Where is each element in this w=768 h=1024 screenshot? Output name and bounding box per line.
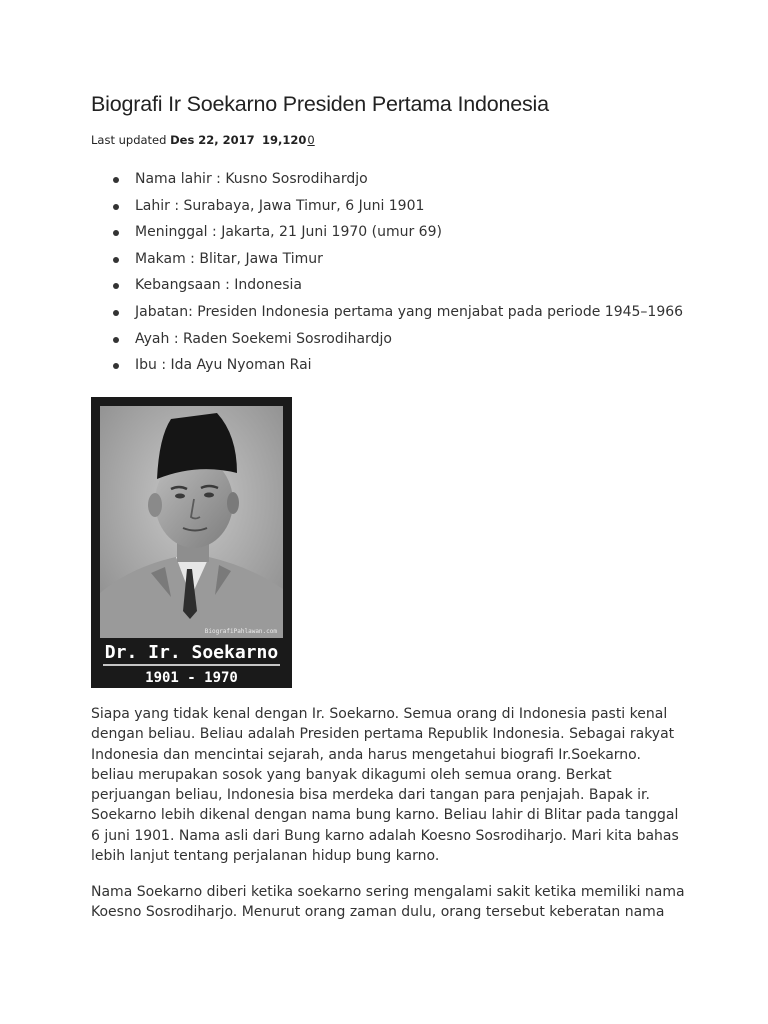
- article-title: Biografi Ir Soekarno Presiden Pertama Indonesia: [91, 92, 549, 116]
- fact-text: Lahir : Surabaya, Jawa Timur, 6 Juni 1901: [135, 197, 425, 214]
- fact-item: [91, 328, 683, 355]
- fact-item: [91, 301, 683, 328]
- bullet-icon: [113, 177, 119, 183]
- bullet-icon: [113, 204, 119, 210]
- article-meta: [91, 133, 315, 147]
- fact-text: Nama lahir : Kusno Sosrodihardjo: [135, 171, 368, 187]
- portrait-image: [91, 397, 292, 688]
- fact-item: [91, 195, 683, 222]
- fact-list: [91, 168, 683, 381]
- bullet-icon: [113, 337, 119, 343]
- updated-label: Last updated: [91, 133, 167, 147]
- fact-item: [91, 168, 683, 195]
- fact-item: [91, 248, 683, 275]
- bullet-icon: [113, 257, 119, 263]
- fact-text: Ayah : Raden Soekemi Sosrodihardjo: [135, 330, 392, 347]
- fact-text: Kebangsaan : Indonesia: [135, 277, 302, 294]
- fact-text: Meninggal : Jakarta, 21 Juni 1970 (umur 69): [135, 224, 442, 241]
- fact-text: Makam : Blitar, Jawa Timur: [135, 250, 323, 267]
- portrait-caption-name: Dr. Ir. Soekarno: [104, 642, 279, 663]
- fact-text: Ibu : Ida Ayu Nyoman Rai: [135, 357, 312, 374]
- bullet-icon: [113, 310, 119, 316]
- body-paragraph: Nama Soekarno diberi ketika soekarno sering mengalami sakit ketika memiliki nama Koesno Sosrodiharjo. Menurut orang zaman dulu, orang tersebut keberatan nama: [91, 884, 685, 921]
- portrait-caption-years: 1901 - 1970: [145, 670, 238, 686]
- bullet-icon: [113, 283, 119, 289]
- view-count: 19,120: [261, 133, 307, 147]
- photo-watermark: BiografiPahlawan.com: [204, 628, 277, 635]
- fact-item: [91, 274, 683, 301]
- bullet-icon: [113, 230, 119, 236]
- bullet-icon: [113, 363, 119, 369]
- updated-date: Des 22, 2017: [170, 133, 255, 147]
- body-paragraph: Siapa yang tidak kenal dengan Ir. Soekarno. Semua orang di Indonesia pasti kenal dengan beliau. Beliau adalah Presiden pertama Republik Indonesia. Sebagai rakyat Indonesia dan mencintai sejarah, anda harus mengetahui biografi Ir.Soekarno. beliau merupakan sosok yang banyak dikagumi oleh semua orang. Berkat perjuangan beliau, Indonesia bisa merdeka dari tangan para penjajah. Bapak ir. Soekarno lebih dikenal dengan nama bung karno. Beliau lahir di Blitar pada tanggal 6 juni 1901. Nama asli dari Bung karno adalah Koesno Sosrodiharjo. Mari kita bahas lebih lanjut tentang perjalanan hidup bung karno.: [91, 706, 679, 865]
- fact-item: [91, 221, 683, 248]
- fact-text: Jabatan: Presiden Indonesia pertama yang menjabat pada periode 1945–1966: [135, 303, 684, 320]
- fact-item: [91, 354, 683, 381]
- portrait-photo: [91, 397, 292, 688]
- comment-count-link[interactable]: 0: [307, 133, 315, 147]
